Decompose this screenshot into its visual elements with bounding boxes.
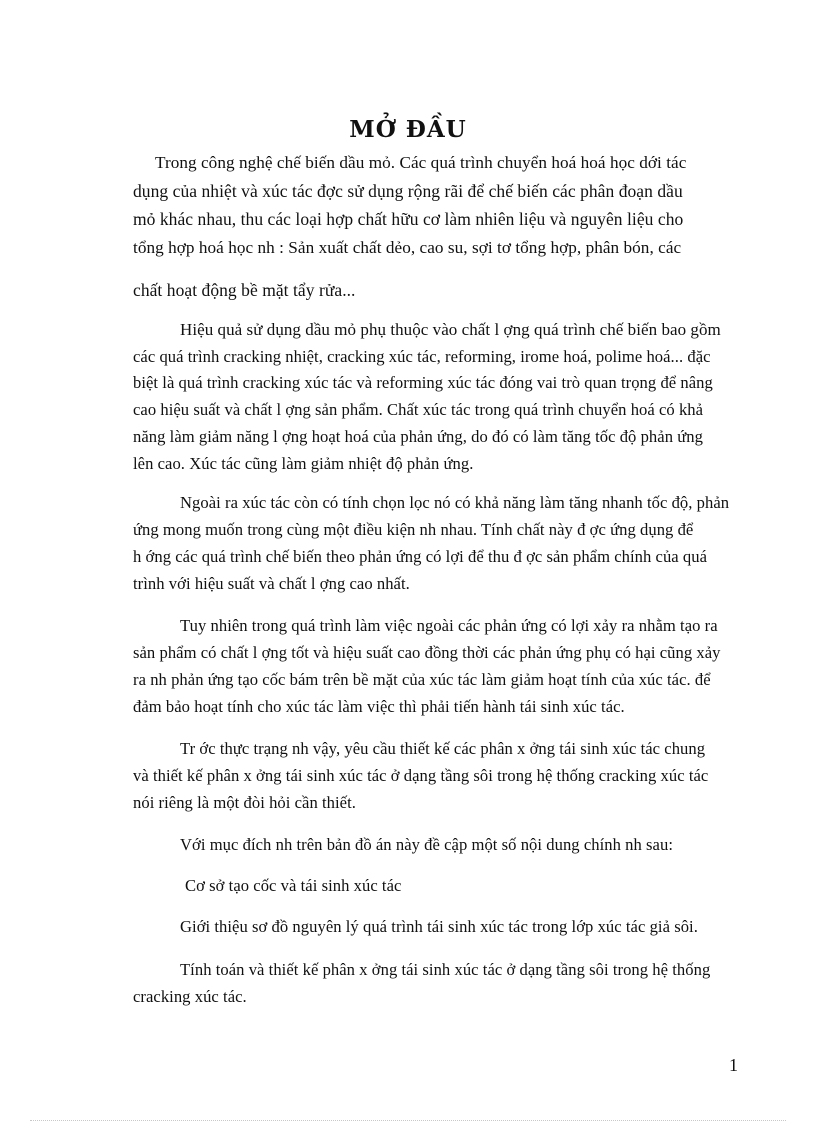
page-number: 1 (729, 1055, 738, 1075)
footer-divider (30, 1120, 786, 1121)
text-line: biệt là quá trình cracking xúc tác và reforming xúc tác đóng vai trò quan trọng để nâng (133, 373, 713, 392)
text-line: năng làm giảm năng l ợng hoạt hoá của phản ứng, do đó có làm tăng tốc độ phản ứng (133, 427, 703, 446)
text-line: các quá trình cracking nhiệt, cracking xúc tác, reforming, irome hoá, polime hoá... đặc (133, 347, 711, 366)
text-line: mỏ khác nhau, thu các loại hợp chất hữu cơ làm nhiên liệu và nguyên liệu cho (133, 209, 684, 229)
text-line: tổng hợp hoá học nh : Sản xuất chất dẻo, cao su, sợi tơ tổng hợp, phân bón, các (133, 238, 682, 257)
text-line: Tuy nhiên trong quá trình làm việc ngoài các phản ứng có lợi xảy ra nhằm tạo ra (180, 616, 718, 635)
page-title: MỞ ĐẦU (349, 116, 467, 143)
text-line: ra nh phản ứng tạo cốc bám trên bề mặt của xúc tác làm giảm hoạt tính của xúc tác. để (133, 670, 711, 689)
text-line: Tính toán và thiết kế phân x ởng tái sinh xúc tác ở dạng tầng sôi trong hệ thống (180, 960, 711, 979)
text-line: cracking xúc tác. (133, 987, 247, 1006)
text-line: Hiệu quả sử dụng dầu mỏ phụ thuộc vào chất l ợng quá trình chế biến bao gồm (180, 320, 721, 339)
text-line: và thiết kế phân x ởng tái sinh xúc tác ở dạng tầng sôi trong hệ thống cracking xúc tác (133, 766, 709, 785)
text-line: Tr ớc thực trạng nh vậy, yêu cầu thiết kế các phân x ởng tái sinh xúc tác chung (180, 739, 706, 758)
text-line: Giới thiệu sơ đồ nguyên lý quá trình tái sinh xúc tác trong lớp xúc tác giả sôi. (180, 917, 698, 936)
text-line: dụng của nhiệt và xúc tác đợc sử dụng rộng rãi để chế biến các phân đoạn dầu (133, 181, 683, 201)
text-line: h ớng các quá trình chế biến theo phản ứng có lợi để thu đ ợc sản phẩm chính của quá (133, 547, 708, 566)
text-line: nói riêng là một đòi hỏi cần thiết. (133, 793, 356, 812)
text-line: lên cao. Xúc tác cũng làm giảm nhiệt độ phản ứng. (133, 454, 474, 473)
text-line: trình với hiệu suất và chất l ợng cao nhất. (133, 574, 410, 593)
text-line: Ngoài ra xúc tác còn có tính chọn lọc nó có khả năng làm tăng nhanh tốc độ, phản (180, 493, 730, 512)
text-line: cao hiệu suất và chất l ợng sản phẩm. Chất xúc tác trong quá trình chuyển hoá có khả (133, 400, 704, 419)
text-line: chất hoạt động bề mặt tẩy rửa... (133, 280, 356, 300)
text-line: Trong công nghệ chế biến dầu mỏ. Các quá trình chuyển hoá hoá học dới tác (155, 153, 687, 172)
text-line: Cơ sở tạo cốc và tái sinh xúc tác (185, 876, 402, 895)
text-line: Với mục đích nh trên bản đồ án này đề cập một số nội dung chính nh sau: (180, 835, 673, 854)
text-line: sản phẩm có chất l ợng tốt và hiệu suất cao đồng thời các phản ứng phụ có hại cũng xảy (133, 643, 721, 662)
text-line: đảm bảo hoạt tính cho xúc tác làm việc thì phải tiến hành tái sinh xúc tác. (133, 697, 625, 716)
text-line: ứng mong muốn trong cùng một điều kiện nh nhau. Tính chất này đ ợc ứng dụng để (133, 520, 694, 539)
